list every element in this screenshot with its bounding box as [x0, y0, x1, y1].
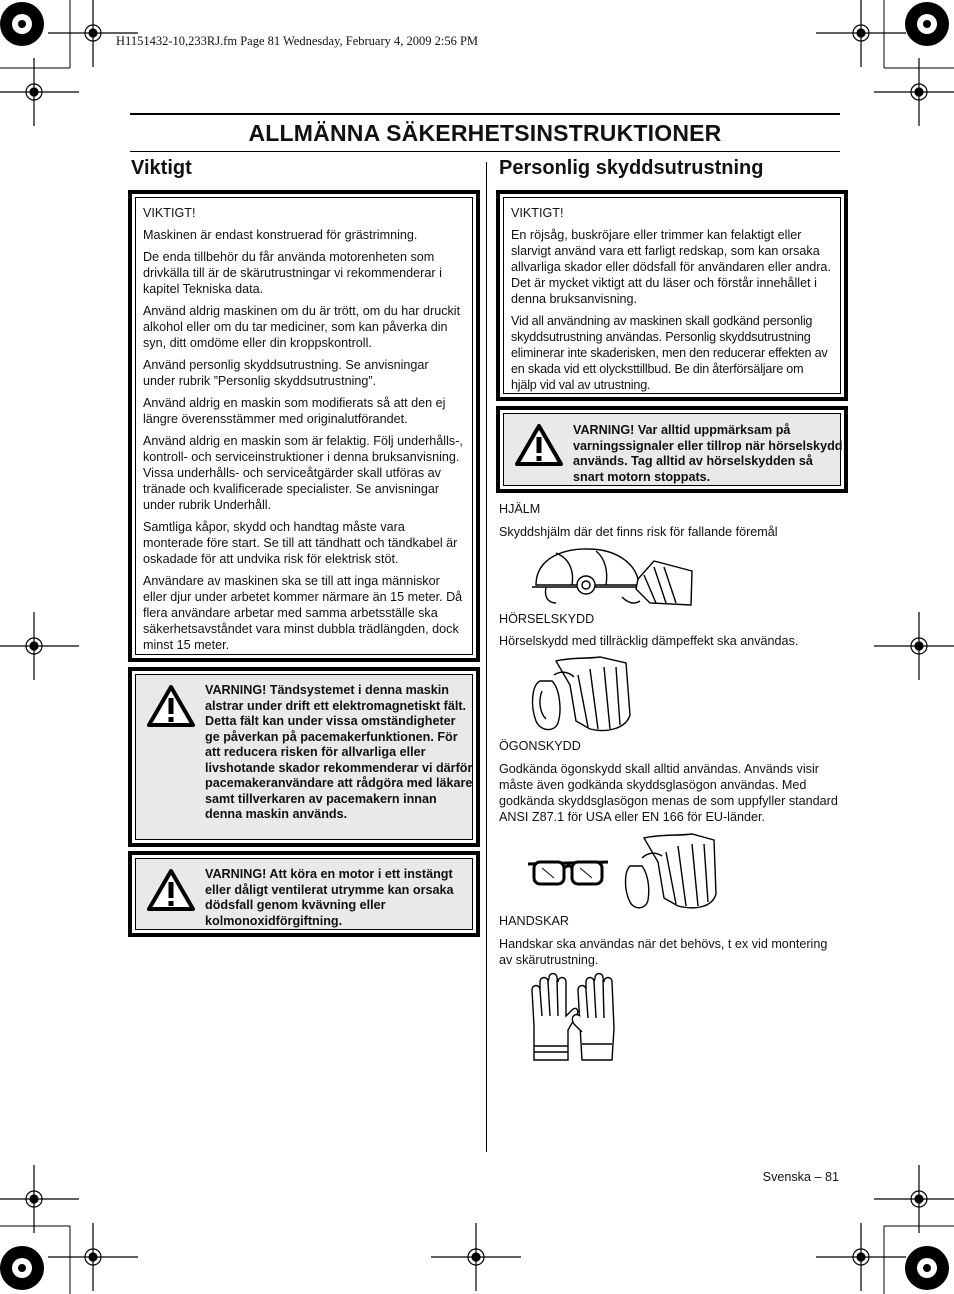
notice-box-right: [496, 190, 848, 401]
notice-paragraph: Använd aldrig en maskin som är felaktig. Följ underhålls-, kontroll- och serviceinstruktioner i denna bruksanvisning. Vissa underhålls- och serviceåtgärder skall utföras av tränade och kvalificerade specialister. Se anvisningar under rubrik Underhåll.: [143, 434, 463, 512]
warning-triangle-icon: [514, 423, 564, 467]
warning-triangle-icon: [146, 868, 196, 912]
item-text-helmet: Skyddshjälm där det finns risk för fallande föremål: [499, 525, 778, 539]
item-label-eye: ÖGONSKYDD: [499, 739, 581, 753]
notice-label: VIKTIGT!: [511, 206, 564, 220]
notice-label: VIKTIGT!: [143, 206, 196, 220]
notice-paragraph: Använd aldrig maskinen om du är trött, om du har druckit alkohol eller om du tar mediciner, som kan påverka din syn, ditt omdöme eller din kroppskontroll.: [143, 304, 461, 350]
item-text-eye: Godkända ögonskydd skall alltid användas. Används visir måste även godkända skyddsglasögon användas. Med godkända skyddsglasögon menas de som uppfyller standard ANSI Z87.1 för USA eller EN 166 för EU-länder.: [499, 762, 838, 824]
notice-paragraph: Använd aldrig en maskin som modifierats så att den ej längre överensstämmer med originalutförandet.: [143, 396, 446, 426]
notice-paragraph: Användare av maskinen ska se till att inga människor eller djur under arbetet kommer närmare än 15 meter. Då flera användare arbetar med samma arbetsställe ska säkerhetsavståndet vara minst dubbla trädlängden, dock minst 15 meter.: [143, 574, 463, 652]
item-label-gloves: HANDSKAR: [499, 914, 569, 928]
item-text-gloves: Handskar ska användas när det behövs, t ex vid montering av skärutrustning.: [499, 937, 828, 967]
item-label-helmet: HJÄLM: [499, 502, 541, 516]
safety-glasses-illustration: [526, 854, 610, 886]
warning-box-ventilation: [128, 851, 480, 937]
gloves-illustration: [526, 972, 620, 1066]
item-text-hearing: Hörselskydd med tillräcklig dämpeffekt ska användas.: [499, 634, 799, 648]
warning-triangle-icon: [146, 684, 196, 728]
notice-paragraph: Samtliga kåpor, skydd och handtag måste vara monterade före start. Se till att tändhatt och tändkabel är oskadade för att undvika risk för elektrisk stöt.: [143, 520, 458, 566]
column-divider: [486, 162, 487, 1152]
notice-paragraph: Maskinen är endast konstruerad för grästrimning.: [143, 228, 418, 242]
notice-paragraph: Vid all användning av maskinen skall godkänd personlig skyddsutrustning användas. Personlig skyddsutrustning eliminerar inte skaderisken, men den reducerar effekten av en skada vid ett olycksttillbud. Be din återförsäljare om hjälp vid val av utrustning.: [511, 314, 828, 392]
notice-box-left: [128, 190, 480, 662]
file-header: H1151432-10,233RJ.fm Page 81 Wednesday, February 4, 2009 2:56 PM: [116, 34, 479, 48]
notice-paragraph: En röjsåg, buskröjare eller trimmer kan felaktigt eller slarvigt använd vara ett farligt redskap, som kan orsaka allvarliga skador eller dödsfall för användaren eller andra. Det är mycket viktigt att du läser och förstår innehållet i denna bruksanvisning.: [511, 228, 831, 306]
warning-text: VARNING! Var alltid uppmärksam på varningssignaler eller tillrop när hörselskydd används. Tag alltid av hörselskydden så snart motorn stoppats.: [573, 423, 843, 484]
visor-illustration: [620, 832, 720, 912]
section-title-skyddsutrustning: Personlig skyddsutrustning: [499, 157, 764, 179]
item-label-hearing: HÖRSELSKYDD: [499, 612, 595, 626]
page-title-bar: [130, 113, 840, 152]
warning-text: VARNING! Att köra en motor i ett instängt eller dåligt ventilerat utrymme kan orsaka dödsfall genom kvävning eller kolmonoxidförgiftning.: [205, 867, 454, 928]
hearing-protection-illustration: [526, 655, 636, 735]
warning-text: VARNING! Tändsystemet i denna maskin alstrar under drift ett elektromagnetiskt fält. Detta fält kan under vissa omständigheter ge påverkan på pacemakerfunktionen. För att reducera risken för allvarliga eller livshotande skador rekommenderar vi därför pacemakeranvändare att rådgöra med läkare samt tillverkaren av pacemakern innan denna maskin används.: [205, 683, 473, 821]
helmet-illustration: [526, 545, 696, 607]
section-title-viktigt: Viktigt: [131, 157, 192, 179]
notice-paragraph: Använd personlig skyddsutrustning. Se anvisningar under rubrik ”Personlig skyddsutrustning”.: [143, 358, 429, 388]
page-footer: Svenska – 81: [762, 1170, 839, 1184]
warning-box-pacemaker: [128, 667, 480, 847]
notice-paragraph: De enda tillbehör du får använda motorenheten som drivkälla till är de skärutrustningar vi rekommenderar i kapitel Tekniska data.: [143, 250, 442, 296]
warning-box-hearing: [496, 406, 848, 493]
page-title: ALLMÄNNA SÄKERHETSINSTRUKTIONER: [248, 120, 722, 146]
